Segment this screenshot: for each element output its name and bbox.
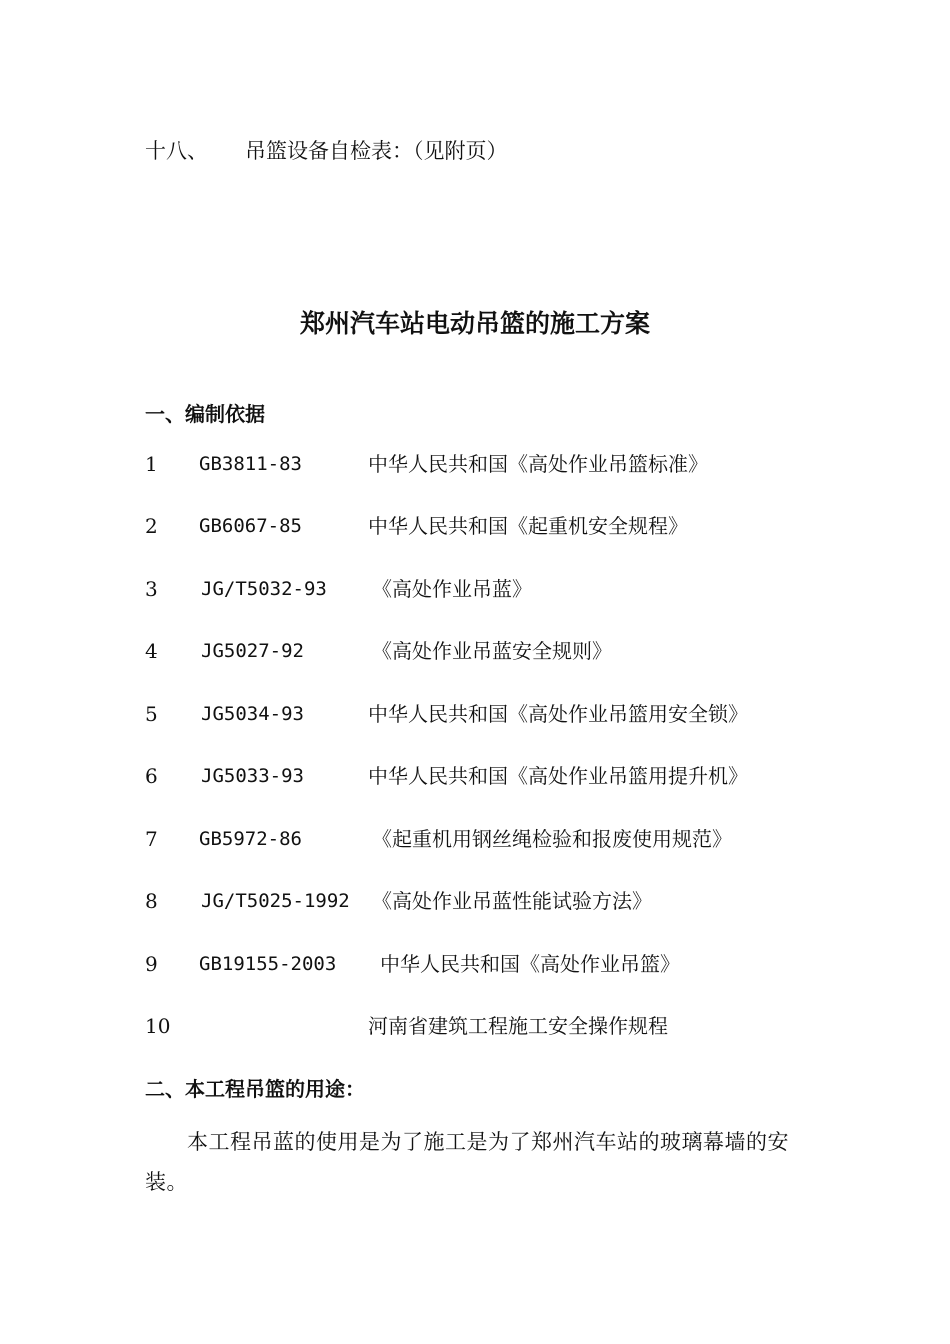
- reference-title: 中华人民共和国《高处作业吊篮标准》: [368, 452, 708, 476]
- reference-code: JG5027-92: [201, 640, 304, 662]
- reference-row: [0, 824, 950, 854]
- reference-title: 中华人民共和国《高处作业吊篮用提升机》: [368, 764, 748, 788]
- reference-index: 6: [145, 764, 158, 788]
- reference-title: 中华人民共和国《高处作业吊篮用安全锁》: [368, 702, 748, 726]
- reference-title: 河南省建筑工程施工安全操作规程: [368, 1014, 668, 1038]
- section-18-text: 吊篮设备自检表：（见附页）: [245, 139, 508, 163]
- reference-row: [0, 449, 950, 479]
- reference-title: 《起重机用钢丝绳检验和报废使用规范》: [372, 827, 732, 851]
- reference-title: 中华人民共和国《起重机安全规程》: [368, 514, 688, 538]
- reference-row: [0, 511, 950, 541]
- reference-row: [0, 886, 950, 916]
- reference-code: JG5033-93: [201, 765, 304, 787]
- reference-code: JG5034-93: [201, 703, 304, 725]
- reference-title: 中华人民共和国《高处作业吊篮》: [380, 952, 680, 976]
- reference-index: 9: [145, 952, 158, 976]
- reference-row: [0, 949, 950, 979]
- reference-code: GB19155-2003: [199, 953, 337, 975]
- reference-code: GB5972-86: [199, 828, 302, 850]
- section-2-paragraph: 本工程吊蓝的使用是为了施工是为了郑州汽车站的玻璃幕墙的安装。: [145, 1130, 789, 1194]
- reference-index: 1: [145, 452, 158, 476]
- reference-row: [0, 761, 950, 791]
- reference-row: [0, 1011, 950, 1041]
- reference-row: [0, 636, 950, 666]
- reference-index: 3: [145, 577, 158, 601]
- reference-index: 10: [145, 1014, 171, 1038]
- section-18-heading: [145, 136, 508, 166]
- reference-index: 5: [145, 702, 158, 726]
- reference-row: [0, 574, 950, 604]
- reference-code: GB6067-85: [199, 515, 302, 537]
- document-title: 郑州汽车站电动吊篮的施工方案: [299, 309, 650, 338]
- reference-index: 4: [145, 639, 158, 663]
- reference-index: 2: [145, 514, 158, 538]
- reference-title: 《高处作业吊蓝性能试验方法》: [372, 889, 652, 913]
- reference-row: [0, 699, 950, 729]
- reference-code: JG/T5025-1992: [201, 890, 350, 912]
- section-2-heading: 二、本工程吊篮的用途：: [145, 1077, 365, 1101]
- section-1-heading: 一、编制依据: [145, 402, 265, 426]
- reference-index: 8: [145, 889, 158, 913]
- reference-code: GB3811-83: [199, 453, 302, 475]
- section-18-number: 十八、: [145, 139, 208, 163]
- reference-title: 《高处作业吊蓝安全规则》: [372, 639, 612, 663]
- reference-index: 7: [145, 827, 158, 851]
- reference-code: JG/T5032-93: [201, 578, 327, 600]
- reference-title: 《高处作业吊蓝》: [372, 577, 532, 601]
